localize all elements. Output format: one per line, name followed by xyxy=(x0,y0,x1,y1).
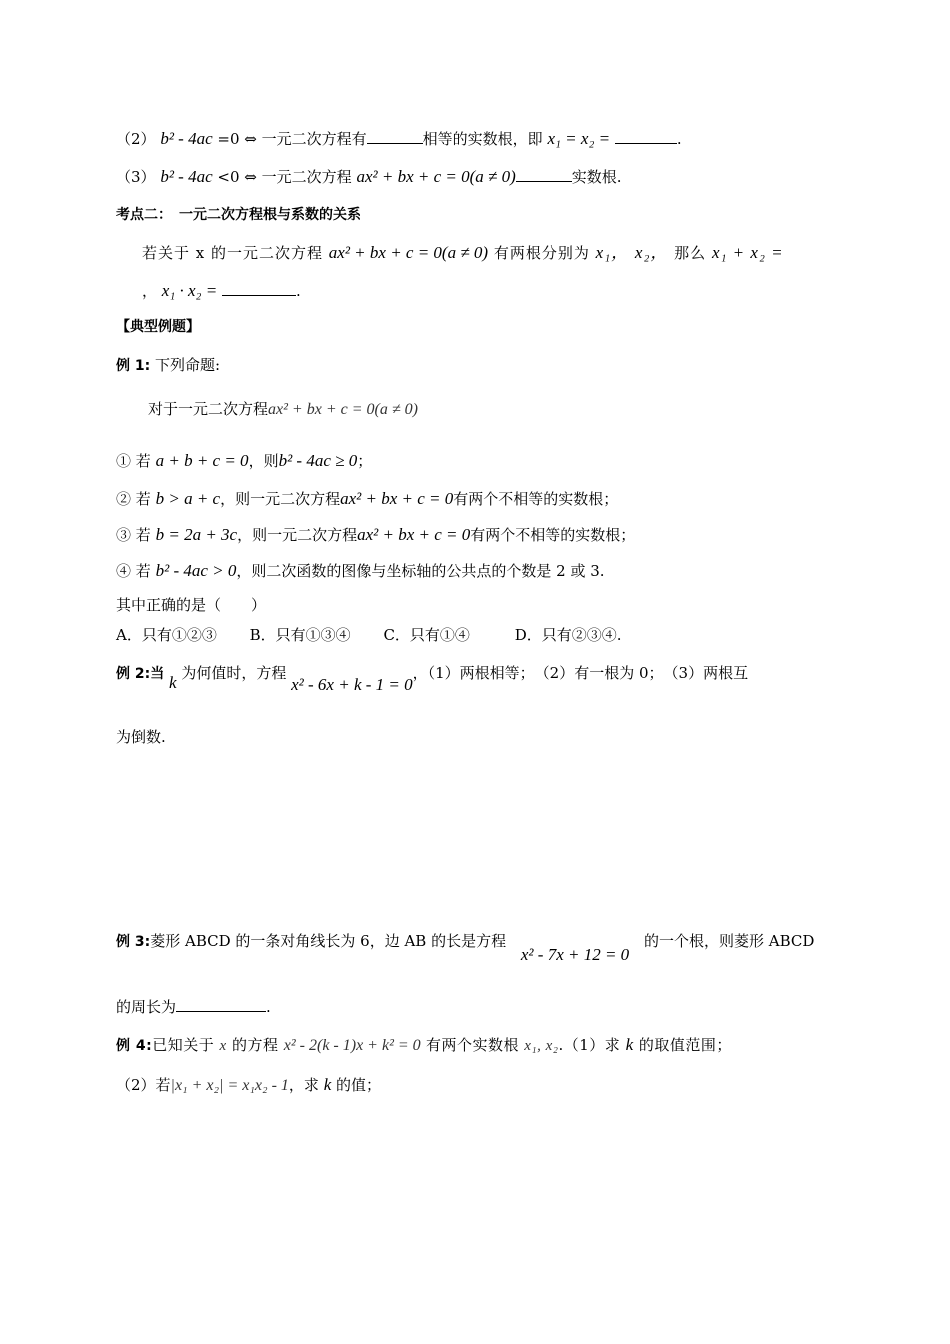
text: 有两个实数根 xyxy=(425,1036,519,1054)
quadratic-equation: ax² + bx + c = 0(a ≠ 0) xyxy=(356,167,516,186)
text: ，则二次函数的图像与坐标轴的公共点的个数是 2 或 3. xyxy=(236,562,605,580)
example-label: 例 2: xyxy=(116,666,151,682)
condition-line-3 xyxy=(116,166,622,188)
variable-k: k xyxy=(323,1075,332,1094)
item-number: ④ xyxy=(116,562,132,580)
equation: x² - 6x + k - 1 = 0 xyxy=(291,675,413,694)
period: . xyxy=(295,282,301,300)
root-x2: x₂， xyxy=(634,243,669,262)
example-1-context xyxy=(148,398,418,421)
example-2-cont: 为倒数. xyxy=(116,728,166,746)
example-1-options xyxy=(116,624,622,646)
text: 的周长为 xyxy=(116,998,177,1016)
period: . xyxy=(676,130,682,148)
proposition-1 xyxy=(116,450,372,472)
text: ，（1）两根相等； （2）有一根为 0； （3）两根互 xyxy=(412,664,749,682)
text: 若 xyxy=(135,562,151,580)
result-expr: ax² + bx + c = 0 xyxy=(340,489,454,508)
example-2 xyxy=(116,662,749,694)
example-1-question: 其中正确的是（ ） xyxy=(116,596,267,614)
text: 一元二次方程 xyxy=(261,168,352,186)
text: 已知关于 xyxy=(152,1036,215,1054)
section-title: 考点二： 一元二次方程根与系数的关系 xyxy=(116,207,361,223)
text: ； xyxy=(357,452,373,470)
option-a[interactable]: A．只有①②③ xyxy=(116,626,217,644)
item-label: （2） xyxy=(116,130,156,148)
example-label: 例 3: xyxy=(116,934,151,950)
text: 的方程 xyxy=(231,1036,279,1054)
equation: x² - 7x + 12 = 0 xyxy=(520,945,630,964)
condition-expr: |x₁ + x₂| = x₁x₂ - 1 xyxy=(170,1077,289,1094)
option-d[interactable]: D．只有②③④. xyxy=(514,626,622,644)
root-x1: x₁， xyxy=(595,243,630,262)
discriminant-expr: b² - 4ac xyxy=(160,129,213,148)
item-number: ③ xyxy=(116,526,132,544)
text: 有两个不相等的实数根； xyxy=(453,490,619,508)
variable-k: k xyxy=(625,1035,634,1054)
text: ，求 xyxy=(288,1076,319,1094)
answer-blank[interactable] xyxy=(222,281,296,296)
text: ，则 xyxy=(248,452,279,470)
answer-blank[interactable] xyxy=(176,997,266,1012)
text: 那么 xyxy=(674,244,707,262)
example-3-cont xyxy=(116,996,271,1018)
variable-k: k xyxy=(169,673,177,692)
condition-expr: b² - 4ac > 0 xyxy=(155,561,237,580)
example-label: 例 4: xyxy=(116,1038,153,1054)
item-number: ① xyxy=(116,452,132,470)
result-expr: b² - 4ac ≥ 0 xyxy=(278,451,358,470)
text: ，则一元二次方程 xyxy=(220,490,341,508)
example-4-part2 xyxy=(116,1074,381,1097)
text: 若 xyxy=(135,526,151,544)
text: 菱形 ABCD 的一条对角线长为 6，边 AB 的长是方程 xyxy=(150,932,507,950)
proposition-4 xyxy=(116,560,605,582)
condition-line-2 xyxy=(116,128,682,150)
variable-x: x xyxy=(219,1038,227,1054)
vieta-line xyxy=(142,242,784,264)
answer-blank[interactable] xyxy=(367,129,423,144)
text: 若关于 x 的一元二次方程 xyxy=(142,244,323,262)
example-4 xyxy=(116,1034,732,1057)
text: ，则一元二次方程 xyxy=(237,526,358,544)
example-3 xyxy=(116,930,815,964)
answer-blank[interactable] xyxy=(516,167,572,182)
equation: x² - 2(k - 1)x + k² = 0 xyxy=(283,1037,421,1054)
discriminant-expr: b² - 4ac xyxy=(160,167,213,186)
text: 若 xyxy=(135,452,151,470)
roots: x₁, x₂ xyxy=(524,1038,559,1054)
text: 的取值范围； xyxy=(638,1036,732,1054)
item-number: ② xyxy=(116,490,132,508)
proposition-2 xyxy=(116,488,618,510)
text: （2）若 xyxy=(116,1076,171,1094)
text: 实数根. xyxy=(571,168,622,186)
option-c[interactable]: C．只有①④ xyxy=(383,626,470,644)
quadratic-equation: ax² + bx + c = 0(a ≠ 0) xyxy=(328,243,489,262)
text: 的一个根，则菱形 ABCD xyxy=(643,932,815,950)
text: 下列命题: xyxy=(155,356,221,374)
proposition-3 xyxy=(116,524,635,546)
text: 的值； xyxy=(336,1076,382,1094)
text: 有两根分别为 xyxy=(493,244,590,262)
relation: =0 ⇔ xyxy=(217,130,257,148)
condition-expr: a + b + c = 0 xyxy=(155,451,249,470)
vieta-line-2 xyxy=(142,280,301,302)
text: 当 xyxy=(150,666,165,682)
period: . xyxy=(266,998,271,1016)
answer-blank[interactable] xyxy=(615,129,677,144)
text: 一元二次方程有 xyxy=(261,130,367,148)
text: 相等的实数根，即 xyxy=(422,130,543,148)
examples-header: 【典型例题】 xyxy=(116,319,200,335)
sum-expr: x₁ + x₂ = xyxy=(711,243,784,262)
roots-expr: x₁ = x₂ = xyxy=(547,129,611,148)
example-1-header xyxy=(116,354,220,377)
product-expr: x₁ · x₂ = xyxy=(161,281,218,300)
quadratic-equation: ax² + bx + c = 0(a ≠ 0) xyxy=(268,401,418,418)
item-label: （3） xyxy=(116,168,156,186)
relation: <0 ⇔ xyxy=(217,168,257,186)
text: 为何值时，方程 xyxy=(181,664,287,682)
text: 对于一元二次方程 xyxy=(148,400,269,418)
condition-expr: b = 2a + 3c xyxy=(155,525,238,544)
text: .（1）求 xyxy=(558,1036,621,1054)
result-expr: ax² + bx + c = 0 xyxy=(357,525,471,544)
text: 有两个不相等的实数根； xyxy=(470,526,636,544)
condition-expr: b > a + c xyxy=(155,489,221,508)
text: 若 xyxy=(135,490,151,508)
comma: ， xyxy=(142,282,158,300)
example-label: 例 1: xyxy=(116,358,151,374)
option-b[interactable]: B．只有①③④ xyxy=(249,626,351,644)
